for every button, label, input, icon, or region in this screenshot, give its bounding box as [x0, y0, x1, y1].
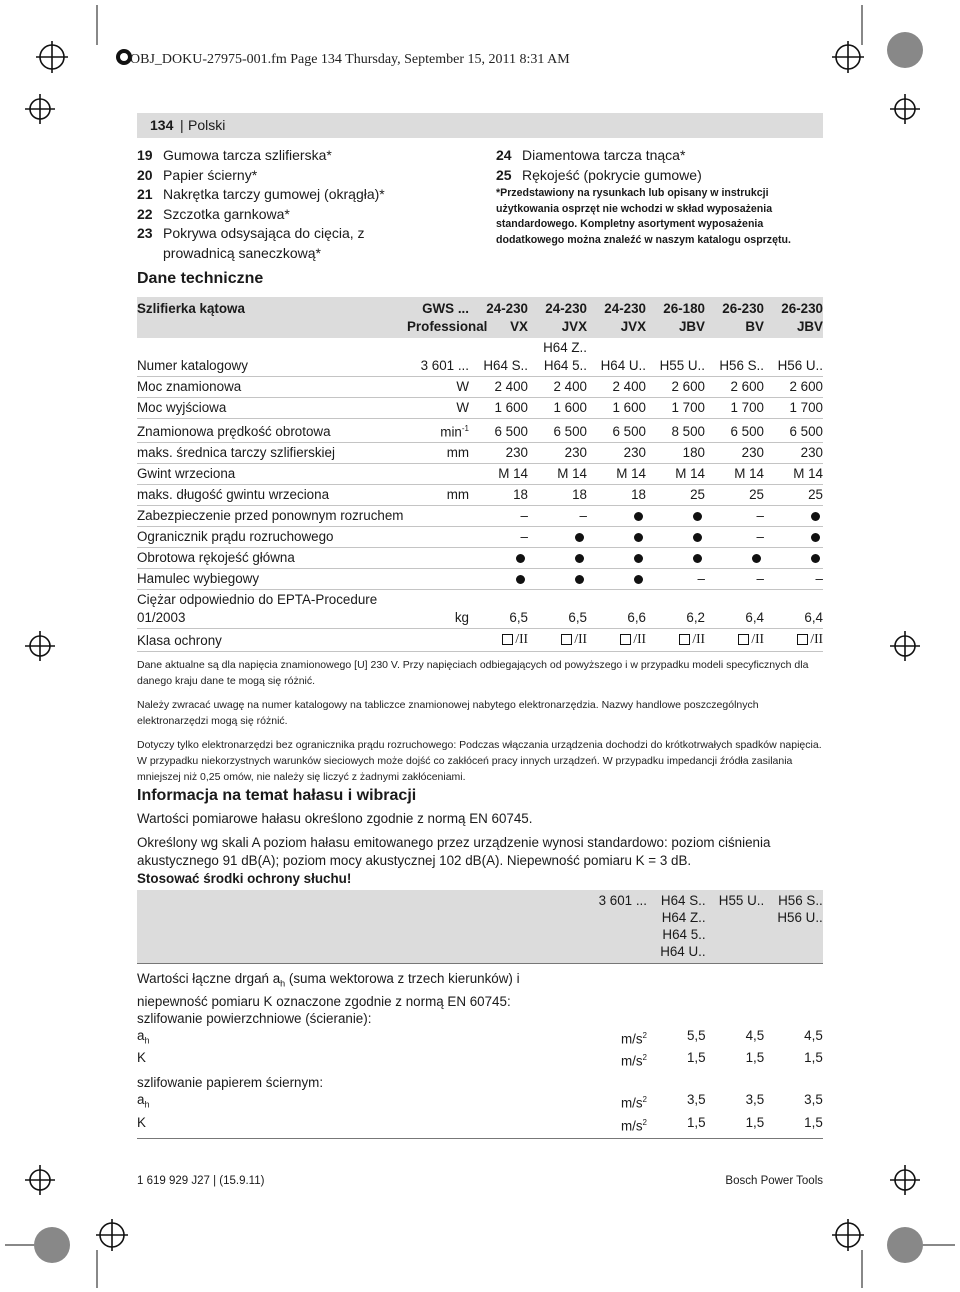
cell-value: 230 — [741, 445, 764, 461]
cell-value: M 14 — [498, 466, 528, 482]
cell-value: 6,5 — [568, 610, 587, 626]
cell-value: 6,4 — [745, 610, 764, 626]
cell-value: 25 — [808, 487, 823, 503]
row-label: Moc znamionowa — [137, 379, 242, 394]
cell-value: 1 600 — [612, 400, 646, 415]
page-header-bar — [137, 113, 823, 138]
cell-value: – — [815, 571, 823, 587]
catalog-number: H55 U.. — [718, 893, 765, 908]
feature-dot-icon — [528, 527, 587, 547]
cell-value: 1,5 — [686, 1114, 706, 1130]
vibration-header-row — [137, 890, 823, 963]
feature-dot-icon — [646, 527, 705, 547]
vibration-header-col — [764, 892, 823, 960]
cell-value: H64 U.. — [600, 358, 646, 373]
feature-dot-icon — [587, 506, 646, 526]
row-unit — [407, 482, 469, 484]
model-name: 24-230 JVX — [545, 301, 587, 334]
vibration-unit: $m/s^2$ — [620, 1053, 647, 1069]
vibration-unit: $m/s^2$ — [620, 1030, 647, 1047]
parts-list-left — [137, 146, 437, 264]
cell-value: M 14 — [675, 466, 705, 482]
cell-value: M 14 — [557, 466, 587, 482]
row-label: Zabezpieczenie przed ponownym rozruchem — [137, 508, 404, 524]
cell-value: 1,5 — [745, 1114, 765, 1130]
feature-dot-icon — [587, 569, 646, 589]
row-label: Klasa ochrony — [137, 632, 222, 648]
cell-value: 3,5 — [804, 1092, 823, 1108]
model-name: 26-180 JBV — [663, 301, 705, 334]
cell-value: 6 500 — [789, 424, 823, 440]
row-unit — [407, 649, 469, 651]
cell-value: 6,4 — [804, 610, 823, 626]
cell-value: H56 S.. — [719, 358, 764, 373]
cell-value: 2 600 — [789, 379, 823, 394]
specs-header-label: Szlifierka kątowa — [137, 301, 245, 316]
row-label: Gwint wrzeciona — [137, 466, 236, 482]
cell-value: H56 U.. — [777, 358, 823, 373]
noise-paragraph: Określony wg skali A poziom hałasu emitowanego przez urządzenie wynosi standardowo: poziom ciśnienia akustycznego 91 dB(A); poziom mocy akustycznej 102 dB(A). Niepewność pomiaru K = 3 dB. — [137, 835, 771, 868]
cell-value: H64 Z.. H64 5.. — [543, 340, 587, 373]
cell-value: 4,5 — [745, 1027, 765, 1043]
specs-table — [137, 297, 823, 652]
catalog-number: H56 U.. — [777, 910, 823, 925]
protection-class-icon: /II — [764, 629, 823, 651]
catalog-number: H56 S.. — [778, 893, 823, 908]
table-row — [137, 377, 823, 398]
catalog-number: H64 S.. — [660, 893, 706, 908]
feature-dot-icon — [764, 506, 823, 526]
accessory-note: *Przedstawiony na rysunkach lub opisany w instrukcji użytkowania osprzęt nie wchodzi w skład wyposażenia standardowego. Kompletny asortyment wyposażenia dodatkowego można znaleźć w naszym katalogu osprzętu. — [496, 187, 791, 246]
catalog-number: H64 5.. — [662, 927, 706, 942]
tech-data-heading: Dane techniczne — [137, 270, 264, 287]
cell-value: 1,5 — [745, 1050, 765, 1066]
cell-value: 1 700 — [730, 400, 764, 415]
cell-value: 1,5 — [804, 1050, 823, 1066]
protection-class-icon: /II — [528, 629, 587, 651]
list-item: 24 Diamentowa tarcza tnąca* — [496, 147, 686, 163]
row-unit — [407, 524, 469, 526]
cell-value: 6,2 — [686, 610, 705, 626]
cell-value: 18 — [513, 487, 528, 503]
cell-value: 4,5 — [804, 1027, 823, 1043]
list-item: 21 Nakrętka tarczy gumowej (okrągła)* — [137, 186, 385, 203]
cell-value: 2 400 — [494, 379, 528, 394]
cell-value: M 14 — [793, 466, 823, 482]
cell-value: 3,5 — [686, 1092, 706, 1108]
row-unit: mm — [446, 445, 469, 461]
spec-notes — [137, 657, 823, 793]
cell-value: 6 500 — [494, 424, 528, 440]
model-name: 26-230 BV — [722, 301, 764, 334]
cell-value: H55 U.. — [659, 358, 705, 373]
row-unit: W — [456, 400, 469, 415]
row-unit — [407, 587, 469, 589]
header-divider: | — [180, 117, 184, 133]
table-row — [137, 569, 823, 590]
cell-value: – — [697, 571, 705, 587]
noise-warning: Stosować środki ochrony słuchu! — [137, 871, 352, 886]
vibration-intro: Wartości łączne drgań $a_h$ (suma wektorowa z trzech kierunków) i niepewność pomiaru K oznaczone zgodnie z normą EN 60745: — [137, 971, 520, 1009]
parts-list-right — [496, 146, 816, 185]
row-unit: kg — [454, 610, 469, 626]
row-label: maks. średnica tarczy szlifierskiej — [137, 445, 335, 461]
page-number: 134 — [150, 117, 174, 133]
vibration-header-col — [706, 892, 765, 960]
row-label: maks. długość gwintu wrzeciona — [137, 487, 330, 503]
feature-dot-icon — [705, 548, 764, 568]
table-row — [137, 338, 823, 377]
table-row — [137, 464, 823, 485]
specs-header-unit: GWS ... Professional — [407, 301, 488, 334]
row-label: Ciężar odpowiednio do EPTA-Procedure 01/2003 — [137, 592, 378, 626]
table-row — [137, 629, 823, 652]
cell-value: H64 S.. — [483, 358, 528, 373]
spec-note: Dotyczy tylko elektronarzędzi bez ogranicznika prądu rozruchowego: Podczas włączania urządzenia dochodzi do krótkotrwałych spadków napięcia. W przypadku niekorzystnych warunków sieciowych może dojść co zakłóceń pracy innych urządzeń. W przypadku impedancji źródła zasilania mniejszej niż 0,25 omów, nie należy się liczyć z żadnymi zakłóceniami. — [137, 739, 822, 783]
model-name: 24-230 JVX — [604, 301, 646, 334]
file-slug: OBJ_DOKU-27975-001.fm Page 134 Thursday, September 15, 2011 8:31 AM — [130, 52, 570, 67]
vibration-row: $a_h$ $m/s^2$ 5,5 4,5 4,5 — [137, 1027, 823, 1050]
noise-heading: Informacja na temat hałasu i wibracji — [137, 787, 417, 804]
table-row — [137, 398, 823, 419]
cell-value: 18 — [572, 487, 587, 503]
cell-value: 1 700 — [789, 400, 823, 415]
protection-class-icon: /II — [646, 629, 705, 651]
row-label: Ogranicznik prądu rozruchowego — [137, 529, 334, 545]
cell-value: 18 — [631, 487, 646, 503]
table-row — [137, 506, 823, 527]
cell-value: – — [756, 571, 764, 587]
cell-value: 8 500 — [671, 424, 705, 440]
cell-value: 230 — [623, 445, 646, 461]
row-label: Znamionowa prędkość obrotowa — [137, 424, 331, 440]
cell-value: 6 500 — [553, 424, 587, 440]
cell-value: 2 400 — [553, 379, 587, 394]
cell-value: M 14 — [734, 466, 764, 482]
vibration-header-unit: 3 601 ... — [598, 893, 647, 908]
cell-value: 2 400 — [612, 379, 646, 394]
catalog-number: H64 Z.. — [661, 910, 706, 925]
vibration-section-label: szlifowanie papierem ściernym: — [137, 1075, 324, 1091]
protection-class-icon: /II — [705, 629, 764, 651]
cell-value: 180 — [682, 445, 705, 461]
row-unit: mm — [446, 487, 469, 503]
cell-value: 25 — [690, 487, 705, 503]
table-row — [137, 548, 823, 569]
cell-value: 1 600 — [553, 400, 587, 415]
feature-dot-icon — [528, 569, 587, 589]
table-row — [137, 590, 823, 629]
feature-dot-icon — [587, 527, 646, 547]
model-name: 26-230 JBV — [781, 301, 823, 334]
row-label: Obrotowa rękojeść główna — [137, 550, 295, 566]
cell-value: 6,5 — [509, 610, 528, 626]
feature-dot-icon — [646, 506, 705, 526]
cell-value: 3,5 — [745, 1092, 765, 1108]
model-name: 24-230 VX — [486, 301, 528, 334]
cell-value: 1,5 — [804, 1114, 823, 1130]
cell-value: 1 700 — [671, 400, 705, 415]
feature-dot-icon — [764, 527, 823, 547]
list-item: 20 Papier ścierny* — [137, 166, 258, 183]
row-unit — [407, 545, 469, 547]
feature-dot-icon — [528, 548, 587, 568]
list-item: 25 Rękojeść (pokrycie gumowe) — [496, 166, 702, 183]
vibration-unit: $m/s^2$ — [620, 1095, 647, 1111]
feature-dot-icon — [646, 548, 705, 568]
table-row — [137, 443, 823, 464]
cell-value: 6 500 — [730, 424, 764, 440]
feature-dot-icon — [587, 548, 646, 568]
cell-value: 25 — [749, 487, 764, 503]
cell-value: – — [756, 508, 764, 524]
row-unit: W — [456, 379, 469, 394]
cell-value: 2 600 — [671, 379, 705, 394]
vibration-table — [137, 890, 823, 1139]
protection-class-icon: /II — [587, 629, 646, 651]
cell-value: 230 — [505, 445, 528, 461]
vibration-row: K $m/s^2$ 1,5 1,5 1,5 — [137, 1114, 823, 1137]
list-item: 22 Szczotka garnkowa* — [137, 205, 290, 222]
footer-left: 1 619 929 J27 | (15.9.11) — [137, 1175, 265, 1187]
cell-value: 2 600 — [730, 379, 764, 394]
list-item: 19 Gumowa tarcza szlifierska* — [137, 147, 332, 163]
feature-dot-icon — [764, 548, 823, 568]
noise-paragraph: Wartości pomiarowe hałasu określono zgodnie z normą EN 60745. — [137, 811, 533, 826]
vibration-body — [137, 963, 823, 1139]
cell-value: – — [520, 508, 528, 524]
row-label: Numer katalogowy — [137, 358, 248, 373]
vibration-row: $a_h$ $m/s^2$ 3,5 3,5 3,5 — [137, 1091, 823, 1114]
vibration-unit: $m/s^2$ — [620, 1117, 647, 1134]
cell-value: 1 600 — [494, 400, 528, 415]
row-label: Moc wyjściowa — [137, 400, 227, 415]
feature-dot-icon — [469, 548, 528, 568]
cell-value: – — [520, 529, 528, 545]
cell-value: – — [756, 529, 764, 545]
cell-value: M 14 — [616, 466, 646, 482]
row-unit: $\min^{-1}$ — [440, 424, 469, 440]
spec-note: Należy zwracać uwagę na numer katalogowy na tabliczce znamionowej nabytego elektronarzędzia. Nazwy handlowe poszczególnych elektronarzędzi mogą się różnić. — [137, 699, 759, 727]
spec-note: Dane aktualne są dla napięcia znamionowego [U] 230 V. Przy napięciach odbiegających od powyższego i w przypadku modeli specyficznych dla danego kraju dane te mogą się różnić. — [137, 659, 809, 687]
row-unit — [407, 566, 469, 568]
table-row — [137, 527, 823, 548]
specs-header-row — [137, 297, 823, 338]
cell-value: 230 — [564, 445, 587, 461]
noise-text — [137, 810, 823, 894]
cell-value: – — [579, 508, 587, 524]
vibration-row: K $m/s^2$ 1,5 1,5 1,5 — [137, 1049, 823, 1072]
protection-class-icon: /II — [469, 629, 528, 651]
list-item: 23 Pokrywa odsysająca do cięcia, z prowadnicą saneczkową* — [137, 225, 365, 261]
vibration-section-label: szlifowanie powierzchniowe (ścieranie): — [137, 1010, 372, 1026]
footer-right: Bosch Power Tools — [725, 1175, 823, 1187]
table-row — [137, 419, 823, 443]
feature-dot-icon — [469, 569, 528, 589]
row-unit: 3 601 ... — [420, 358, 469, 373]
cell-value: 5,5 — [686, 1027, 706, 1043]
cell-value: 1,5 — [686, 1050, 706, 1066]
cell-value: 6 500 — [612, 424, 646, 440]
row-label: Hamulec wybiegowy — [137, 571, 260, 587]
table-row — [137, 485, 823, 506]
cell-value: 6,6 — [627, 610, 646, 626]
catalog-number: H64 U.. — [660, 944, 706, 959]
page-language: Polski — [188, 117, 226, 133]
vibration-header-col — [647, 892, 706, 960]
cell-value: 230 — [800, 445, 823, 461]
